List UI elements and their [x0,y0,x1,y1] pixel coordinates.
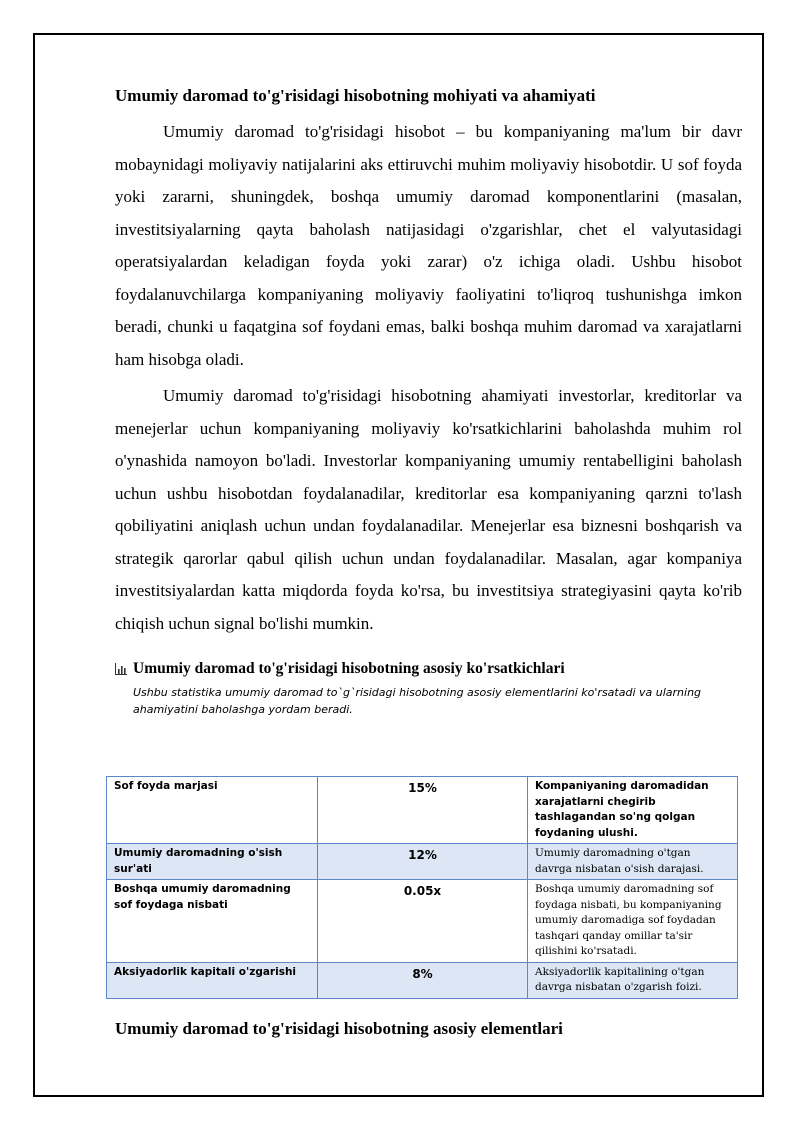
metric-label: Sof foyda marjasi [107,777,318,844]
metric-value: 0.05x [318,880,528,963]
table-row [107,962,738,998]
section-heading-elements: Umumiy daromad to'g'risidagi hisobotning asosiy elementlari [115,1019,563,1038]
metric-value: 15% [318,777,528,844]
metric-description: Kompaniyaning daromadidan xarajatlarni chegirib tashlagandan so'ng qolgan foydaning ulushi. [528,777,738,844]
bar-chart-icon [115,663,127,675]
metric-description: Umumiy daromadning o'tgan davrga nisbatan o'sish darajasi. [528,844,738,880]
metric-label: Aksiyadorlik kapitali o'zgarishi [107,962,318,998]
paragraph-definition: Umumiy daromad to'g'risidagi hisobot – bu kompaniyaning ma'lum bir davr mobaynidagi moliyaviy natijalarini aks ettiruvchi muhim moliyaviy hisobotdir. U sof foyda yoki zararni, shuningdek, boshqa umumiy daromad komponentlarini (masalan, investitsiyalarning qayta baholash natijasidagi o'zgarishlar, chet el valyutasidagi operatsiyalardan keladigan foyda yoki zarar) o'z ichiga oladi. Ushbu hisobot foydalanuvchilarga kompaniyaning moliyaviy faoliyatini to'liqroq tushunishga imkon beradi, chunki u faqatgina sof foydani emas, balki boshqa muhim daromad va xarajatlarni ham hisobga oladi. [115,122,742,369]
table-row [107,880,738,963]
page-content [115,86,742,718]
metric-description: Aksiyadorlik kapitalining o'tgan davrga nisbatan o'zgarish foizi. [528,962,738,998]
stats-subtitle: Ushbu statistika umumiy daromad to`g`risidagi hisobotning asosiy elementlarini ko'rsatadi va ularning ahamiyatini baholashga yordam beradi. [133,686,702,716]
stats-title-text: Umumiy daromad to'g'risidagi hisobotning asosiy ko'rsatkichlari [133,660,565,677]
paragraph-importance: Umumiy daromad to'g'risidagi hisobotning ahamiyati investorlar, kreditorlar va menejerlar uchun kompaniyaning moliyaviy ko'rsatkichlarini baholashda muhim rol o'ynashida namoyon bo'ladi. Investorlar kompaniyaning umumiy rentabelligini baholash uchun ushbu hisobotdan foydalanadilar, kreditorlar esa kompaniyaning qarzni to'lash qobiliyatini aniqlash uchun undan foydalanadilar. Menejerlar esa biznesni boshqarish va strategik qarorlar qabul qilish uchun undan foydalanadilar. Masalan, agar kompaniya investitsiyalardan katta miqdorda foyda ko'rsa, bu investitsiya strategiyasini qayta ko'rib chiqish uchun signal bo'lishi mumkin. [115,386,742,633]
table-row [107,844,738,880]
metric-label: Boshqa umumiy daromadning sof foydaga nisbati [107,880,318,963]
section-heading: Umumiy daromad to'g'risidagi hisobotning mohiyati va ahamiyati [115,86,596,105]
table-row [107,777,738,844]
stats-table [106,776,738,999]
metric-value: 8% [318,962,528,998]
metric-label: Umumiy daromadning o'sish sur'ati [107,844,318,880]
stats-title [115,660,742,678]
metric-description: Boshqa umumiy daromadning sof foydaga nisbati, bu kompaniyaning umumiy daromadiga sof foydadan tashqari qanday omillar ta'sir qilishini ko'rsatadi. [528,880,738,963]
metric-value: 12% [318,844,528,880]
